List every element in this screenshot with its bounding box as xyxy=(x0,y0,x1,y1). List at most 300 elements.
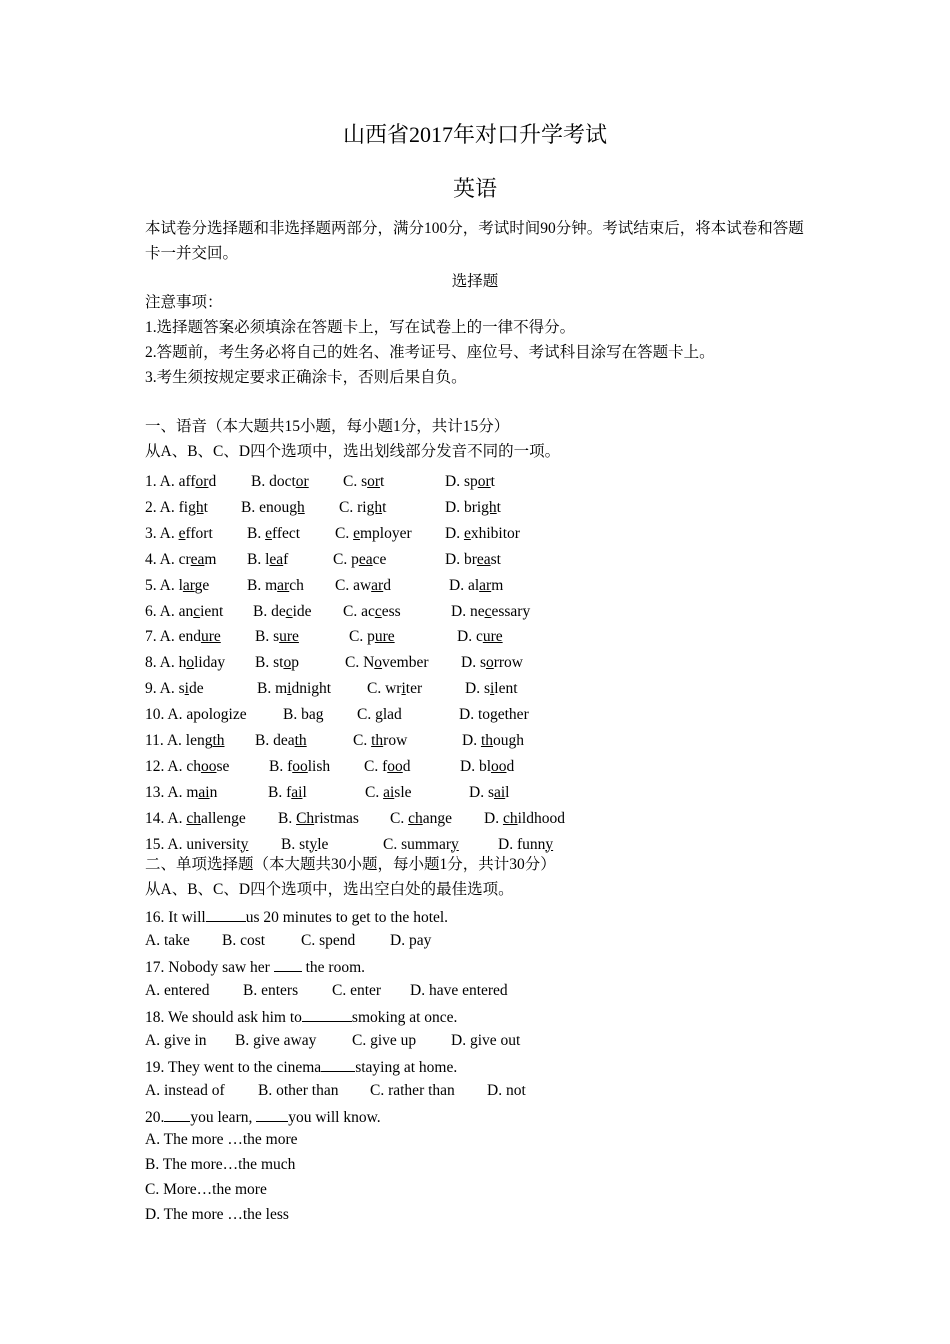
underlined-sound: c xyxy=(285,602,293,620)
word-suffix: m xyxy=(204,550,217,568)
option-b xyxy=(281,835,328,855)
intro-paragraph: 本试卷分选择题和非选择题两部分，满分100分，考试时间90分钟。考试结束后，将本试卷和答题卡一并交回。 xyxy=(145,220,804,262)
option-c: C. enter xyxy=(332,982,382,999)
option-a xyxy=(145,731,225,751)
word-prefix: C. aw xyxy=(335,576,372,594)
option-d xyxy=(449,576,503,596)
option-b xyxy=(283,705,323,725)
word-prefix: B. f xyxy=(269,757,293,775)
underlined-sound: ure xyxy=(374,628,395,646)
underlined-sound: c xyxy=(374,602,382,620)
answer-blank xyxy=(164,1106,190,1122)
option-d xyxy=(460,757,514,777)
underlined-sound: y xyxy=(309,835,318,853)
word-prefix: D. ne xyxy=(451,602,485,620)
underlined-sound: ai xyxy=(198,783,210,801)
word-prefix: D. sp xyxy=(445,473,478,490)
question-14-options xyxy=(145,809,845,829)
word-prefix: D. xyxy=(462,732,481,749)
underlined-sound: y xyxy=(451,835,459,853)
word-prefix: B. enou xyxy=(241,498,290,516)
word-prefix: 3. A. xyxy=(145,524,179,542)
word-suffix: rrow xyxy=(493,654,524,672)
word-prefix: B. s xyxy=(255,628,280,646)
word-suffix: liday xyxy=(194,654,226,672)
word-suffix: st xyxy=(490,550,501,568)
word-prefix: C. xyxy=(353,732,372,749)
underlined-sound: i xyxy=(489,680,495,698)
option-b xyxy=(268,783,307,803)
word-prefix: D. s xyxy=(469,783,494,801)
word-prefix: C. f xyxy=(364,757,388,775)
word-suffix: ildhood xyxy=(517,809,565,827)
option-c xyxy=(367,679,422,699)
underlined-sound: ch xyxy=(186,809,201,827)
word-prefix: D. s xyxy=(461,654,486,672)
option-b xyxy=(253,602,312,622)
word-suffix: xhibitor xyxy=(470,524,520,542)
word-suffix: t xyxy=(382,498,387,516)
word-suffix: ize xyxy=(228,706,247,724)
word-prefix: C. N xyxy=(345,654,375,672)
underlined-sound: or xyxy=(367,473,381,490)
word-suffix: de xyxy=(188,680,204,698)
option-c xyxy=(343,602,401,622)
underlined-sound: c xyxy=(484,602,492,620)
question-8-options xyxy=(145,653,845,673)
underlined-sound: th xyxy=(371,732,384,749)
question-6-options xyxy=(145,602,845,622)
stem-text: 20. xyxy=(145,1109,165,1126)
word-prefix: C. xyxy=(335,524,354,542)
option-b: B. The more…the much xyxy=(145,1156,296,1173)
word-prefix: D. c xyxy=(457,628,483,646)
answer-blank xyxy=(321,1056,355,1072)
word-prefix: D. bl xyxy=(460,757,491,775)
underlined-sound: g xyxy=(220,706,229,724)
word-prefix: B. m xyxy=(257,680,288,698)
answer-blank xyxy=(302,1006,352,1022)
word-suffix: ffort xyxy=(185,524,213,542)
underlined-sound: gh xyxy=(366,498,383,516)
option-a xyxy=(145,576,209,596)
word-prefix: 6. A. an xyxy=(145,602,194,620)
word-prefix: C. ri xyxy=(339,498,367,516)
option-c xyxy=(343,472,384,492)
underlined-sound: Ch xyxy=(296,809,315,827)
underlined-sound: ea xyxy=(190,550,205,568)
underlined-sound: g xyxy=(490,706,498,724)
option-b xyxy=(247,550,288,570)
option-c: C. More…the more xyxy=(145,1181,267,1198)
option-d xyxy=(498,835,553,855)
option-d: D. give out xyxy=(451,1032,521,1049)
word-prefix: B. f xyxy=(268,783,292,801)
option-b: B. enters xyxy=(243,982,299,999)
word-suffix: n xyxy=(209,783,218,801)
word-prefix: 7. A. end xyxy=(145,628,201,646)
word-prefix: D. to xyxy=(459,706,490,724)
option-d xyxy=(462,731,524,751)
word-suffix: t xyxy=(380,473,385,490)
underlined-sound: ai xyxy=(291,783,303,801)
word-prefix: B. l xyxy=(247,550,270,568)
word-suffix: ess xyxy=(381,602,401,620)
stem-text: 17. Nobody saw her xyxy=(145,959,274,976)
underlined-sound: ai xyxy=(493,783,506,801)
underlined-sound: g xyxy=(375,706,383,724)
underlined-sound: or xyxy=(195,473,209,490)
word-suffix: d xyxy=(383,576,391,594)
word-suffix: ch xyxy=(289,576,304,594)
option-b xyxy=(278,809,359,829)
word-prefix: B. xyxy=(278,809,297,827)
word-prefix: C. p xyxy=(333,550,359,568)
part2-instruction: 从A、B、C、D四个选项中，选出空白处的最佳选项。 xyxy=(145,881,514,898)
option-d: D. The more …the less xyxy=(145,1206,289,1223)
notice-3: 3.考生须按规定要求正确涂卡，否则后果自负。 xyxy=(145,369,467,386)
option-b: B. cost xyxy=(222,932,266,949)
option-c xyxy=(345,653,429,673)
word-suffix: l xyxy=(505,783,510,801)
word-prefix: B. st xyxy=(255,654,284,672)
underlined-sound: ar xyxy=(479,576,492,594)
underlined-sound: ea xyxy=(269,550,284,568)
option-d: D. not xyxy=(487,1082,526,1099)
word-prefix: C. xyxy=(365,783,384,801)
stem-text: the room. xyxy=(301,959,365,976)
word-prefix: D. br xyxy=(445,550,477,568)
option-d xyxy=(469,783,509,803)
word-suffix: t xyxy=(490,473,495,490)
word-suffix: ange xyxy=(422,809,452,827)
subject-title: 英语 xyxy=(452,176,497,201)
word-suffix: lent xyxy=(494,680,518,698)
underlined-sound: e xyxy=(178,524,186,542)
underlined-sound: ar xyxy=(182,576,195,594)
option-d: D. pay xyxy=(390,932,432,949)
word-suffix: ether xyxy=(497,706,529,724)
stem-text: 16. It will xyxy=(145,909,206,926)
underlined-sound: oo xyxy=(200,757,217,775)
option-d xyxy=(457,627,503,647)
option-a xyxy=(145,627,221,647)
stem-text: staying at home. xyxy=(355,1059,458,1076)
part1-heading: 一、语音（本大题共15小题，每小题1分，共计15分） xyxy=(145,418,510,435)
answer-blank xyxy=(274,956,302,972)
underlined-sound: ure xyxy=(279,628,299,646)
word-prefix: 5. A. l xyxy=(145,576,183,594)
stem-text: you learn, xyxy=(190,1109,257,1126)
word-suffix: d xyxy=(208,473,217,490)
notice-1: 1.选择题答案必须填涂在答题卡上，写在试卷上的一律不得分。 xyxy=(145,319,576,336)
option-c xyxy=(335,576,391,596)
word-prefix: B. dea xyxy=(255,732,295,749)
question-18-options xyxy=(145,1031,845,1051)
word-suffix: dnight xyxy=(291,680,332,698)
word-suffix: ce xyxy=(372,550,387,568)
option-c xyxy=(335,524,412,544)
word-prefix: D. al xyxy=(449,576,480,594)
word-prefix: B. xyxy=(247,524,266,542)
stem-text: us 20 minutes to get to the hotel. xyxy=(245,909,449,926)
option-a xyxy=(145,653,225,673)
word-suffix: sle xyxy=(394,783,412,801)
word-prefix: 10. A. apolo xyxy=(145,706,221,724)
underlined-sound: oo xyxy=(491,757,507,775)
underlined-sound: i xyxy=(287,680,292,698)
answer-blank xyxy=(256,1106,288,1122)
stem-text: you will know. xyxy=(288,1109,381,1126)
word-prefix: 4. A. cr xyxy=(145,550,191,568)
underlined-sound: ure xyxy=(200,628,221,646)
question-16-stem xyxy=(145,906,448,928)
stem-text: smoking at once. xyxy=(351,1009,458,1026)
word-prefix: 12. A. ch xyxy=(145,757,201,775)
option-a xyxy=(145,472,216,492)
word-prefix: C. wr xyxy=(367,680,402,698)
option-c xyxy=(353,731,407,751)
underlined-sound: oo xyxy=(387,757,403,775)
option-d xyxy=(445,550,501,570)
stem-text: 19. They went to the cinema xyxy=(145,1059,322,1076)
word-prefix: D. bri xyxy=(445,498,482,516)
word-suffix: f xyxy=(283,550,289,568)
option-c xyxy=(383,835,459,855)
word-suffix: p xyxy=(291,654,299,672)
option-a xyxy=(145,679,204,699)
option-a: A. take xyxy=(145,932,190,949)
option-c xyxy=(357,705,402,725)
word-suffix: t xyxy=(203,498,208,516)
option-a xyxy=(145,783,217,803)
underlined-sound: i xyxy=(184,680,189,698)
underlined-sound: th xyxy=(212,732,225,749)
option-c xyxy=(364,757,411,777)
word-prefix: C. s xyxy=(343,473,368,490)
underlined-sound: o xyxy=(186,654,195,672)
word-suffix: le xyxy=(317,835,329,853)
question-17-options xyxy=(145,981,845,1001)
word-prefix: 15. A. universit xyxy=(145,835,241,853)
option-a: A. The more …the more xyxy=(145,1131,298,1148)
question-17-stem xyxy=(145,956,365,978)
word-suffix: t xyxy=(496,498,501,516)
word-prefix: 9. A. s xyxy=(145,680,185,698)
option-b xyxy=(241,498,305,518)
word-prefix: D. xyxy=(445,524,464,542)
question-18-stem xyxy=(145,1006,457,1028)
question-3-options xyxy=(145,524,845,544)
option-c xyxy=(390,809,452,829)
answer-blank xyxy=(206,906,246,922)
question-20-stem xyxy=(145,1106,381,1128)
option-b xyxy=(247,576,304,596)
part1-instruction: 从A、B、C、D四个选项中，选出划线部分发音不同的一项。 xyxy=(145,443,561,460)
option-a xyxy=(145,705,247,725)
option-b xyxy=(255,627,299,647)
question-15-options xyxy=(145,835,845,855)
word-prefix: 8. A. h xyxy=(145,654,187,672)
word-suffix: m xyxy=(491,576,504,594)
option-b xyxy=(269,757,330,777)
underlined-sound: gh xyxy=(289,498,305,516)
stem-text: 18. We should ask him to xyxy=(145,1009,302,1026)
word-prefix: C. ac xyxy=(343,602,375,620)
word-suffix: lad xyxy=(382,706,402,724)
underlined-sound: ea xyxy=(476,550,491,568)
option-c xyxy=(365,783,412,803)
option-a xyxy=(145,550,216,570)
underlined-sound: e xyxy=(463,524,471,542)
option-b xyxy=(257,679,331,699)
underlined-sound: i xyxy=(401,680,406,698)
notice-2: 2.答题前，考生务必将自己的姓名、准考证号、座位号、考试科目涂写在答题卡上。 xyxy=(145,344,715,361)
underlined-sound: o xyxy=(374,654,383,672)
option-a xyxy=(145,524,213,544)
exam-title: 山西省2017年对口升学考试 xyxy=(342,122,607,147)
underlined-sound: y xyxy=(545,835,554,853)
underlined-sound: o xyxy=(485,654,494,672)
question-7-options xyxy=(145,627,845,647)
word-prefix: D. s xyxy=(465,680,490,698)
option-a xyxy=(145,498,208,518)
word-suffix: ient xyxy=(200,602,224,620)
underlined-sound: th xyxy=(480,732,494,749)
underlined-sound: y xyxy=(240,835,249,853)
option-c xyxy=(333,550,386,570)
word-suffix: d xyxy=(402,757,411,775)
word-suffix: se xyxy=(216,757,230,775)
underlined-sound: gh xyxy=(481,498,497,516)
underlined-sound: or xyxy=(477,473,491,490)
underlined-sound: gh xyxy=(188,498,204,516)
option-a xyxy=(145,809,246,829)
option-b xyxy=(255,731,307,751)
word-suffix: vember xyxy=(382,654,429,672)
underlined-sound: ch xyxy=(408,809,423,827)
option-d xyxy=(459,705,529,725)
underlined-sound: ch xyxy=(502,809,518,827)
word-suffix: ristmas xyxy=(314,809,359,827)
word-suffix: ge xyxy=(194,576,210,594)
word-prefix: 1. A. aff xyxy=(145,473,196,490)
word-suffix: mployer xyxy=(359,524,412,542)
word-prefix: D. funn xyxy=(498,835,546,853)
option-d xyxy=(445,498,501,518)
word-prefix: B. doct xyxy=(251,473,296,490)
word-suffix: row xyxy=(383,732,408,749)
word-prefix: 14. A. xyxy=(145,809,187,827)
option-c xyxy=(339,498,386,518)
word-suffix: essary xyxy=(491,602,531,620)
option-a xyxy=(145,757,229,777)
question-1-options xyxy=(145,472,845,492)
section-label: 选择题 xyxy=(451,273,499,290)
underlined-sound: or xyxy=(295,473,309,490)
word-prefix: B. ba xyxy=(283,706,316,724)
option-a: A. entered xyxy=(145,982,210,999)
option-a xyxy=(145,835,248,855)
underlined-sound: ar xyxy=(371,576,384,594)
underlined-sound: ar xyxy=(277,576,290,594)
question-10-options xyxy=(145,705,845,725)
word-prefix: C. xyxy=(357,706,376,724)
underlined-sound: e xyxy=(265,524,272,542)
question-16-options xyxy=(145,931,845,951)
word-suffix: ffect xyxy=(271,524,301,542)
option-d xyxy=(461,653,523,673)
underlined-sound: e xyxy=(353,524,360,542)
question-9-options xyxy=(145,679,845,699)
underlined-sound: ea xyxy=(358,550,373,568)
word-suffix: ough xyxy=(493,732,525,749)
option-a: A. give in xyxy=(145,1032,207,1049)
option-a xyxy=(145,602,223,622)
word-suffix: ter xyxy=(405,680,423,698)
option-d xyxy=(445,472,495,492)
part2-heading: 二、单项选择题（本大题共30小题，每小题1分，共计30分） xyxy=(145,856,556,873)
question-12-options xyxy=(145,757,845,777)
option-c: C. give up xyxy=(352,1032,417,1049)
question-19-options xyxy=(145,1081,845,1101)
question-11-options xyxy=(145,731,845,751)
question-4-options xyxy=(145,550,845,570)
underlined-sound: o xyxy=(283,654,292,672)
word-prefix: 13. A. m xyxy=(145,783,199,801)
word-prefix: C. p xyxy=(349,628,375,646)
option-d xyxy=(445,524,520,544)
word-prefix: B. de xyxy=(253,602,286,620)
underlined-sound: ure xyxy=(482,628,503,646)
option-c xyxy=(349,627,395,647)
word-suffix: ide xyxy=(292,602,312,620)
option-d xyxy=(484,809,565,829)
word-prefix: 11. A. leng xyxy=(145,732,213,749)
option-d: D. have entered xyxy=(410,982,508,999)
underlined-sound: oo xyxy=(292,757,308,775)
word-suffix: l xyxy=(302,783,307,801)
option-b: B. other than xyxy=(258,1082,339,1099)
word-suffix: d xyxy=(506,757,515,775)
notice-title: 注意事项： xyxy=(145,294,223,311)
question-19-stem xyxy=(145,1056,457,1078)
option-c: C. spend xyxy=(301,932,356,949)
underlined-sound: ai xyxy=(383,783,395,801)
option-b: B. give away xyxy=(235,1032,317,1049)
option-b xyxy=(251,472,309,492)
word-prefix: 2. A. fi xyxy=(145,498,189,516)
underlined-sound: th xyxy=(294,732,307,749)
option-d xyxy=(465,679,518,699)
word-prefix: B. st xyxy=(281,835,310,853)
word-prefix: C. xyxy=(390,809,409,827)
question-2-options xyxy=(145,498,845,518)
word-prefix: C. summar xyxy=(383,835,452,853)
option-b xyxy=(247,524,300,544)
question-5-options xyxy=(145,576,845,596)
word-prefix: D. xyxy=(484,809,503,827)
option-d xyxy=(451,602,530,622)
word-suffix: lish xyxy=(307,757,331,775)
option-c: C. rather than xyxy=(370,1082,455,1099)
underlined-sound: g xyxy=(315,706,324,724)
question-13-options xyxy=(145,783,845,803)
underlined-sound: c xyxy=(193,602,201,620)
word-suffix: allenge xyxy=(200,809,246,827)
option-a: A. instead of xyxy=(145,1082,225,1099)
word-prefix: B. m xyxy=(247,576,278,594)
